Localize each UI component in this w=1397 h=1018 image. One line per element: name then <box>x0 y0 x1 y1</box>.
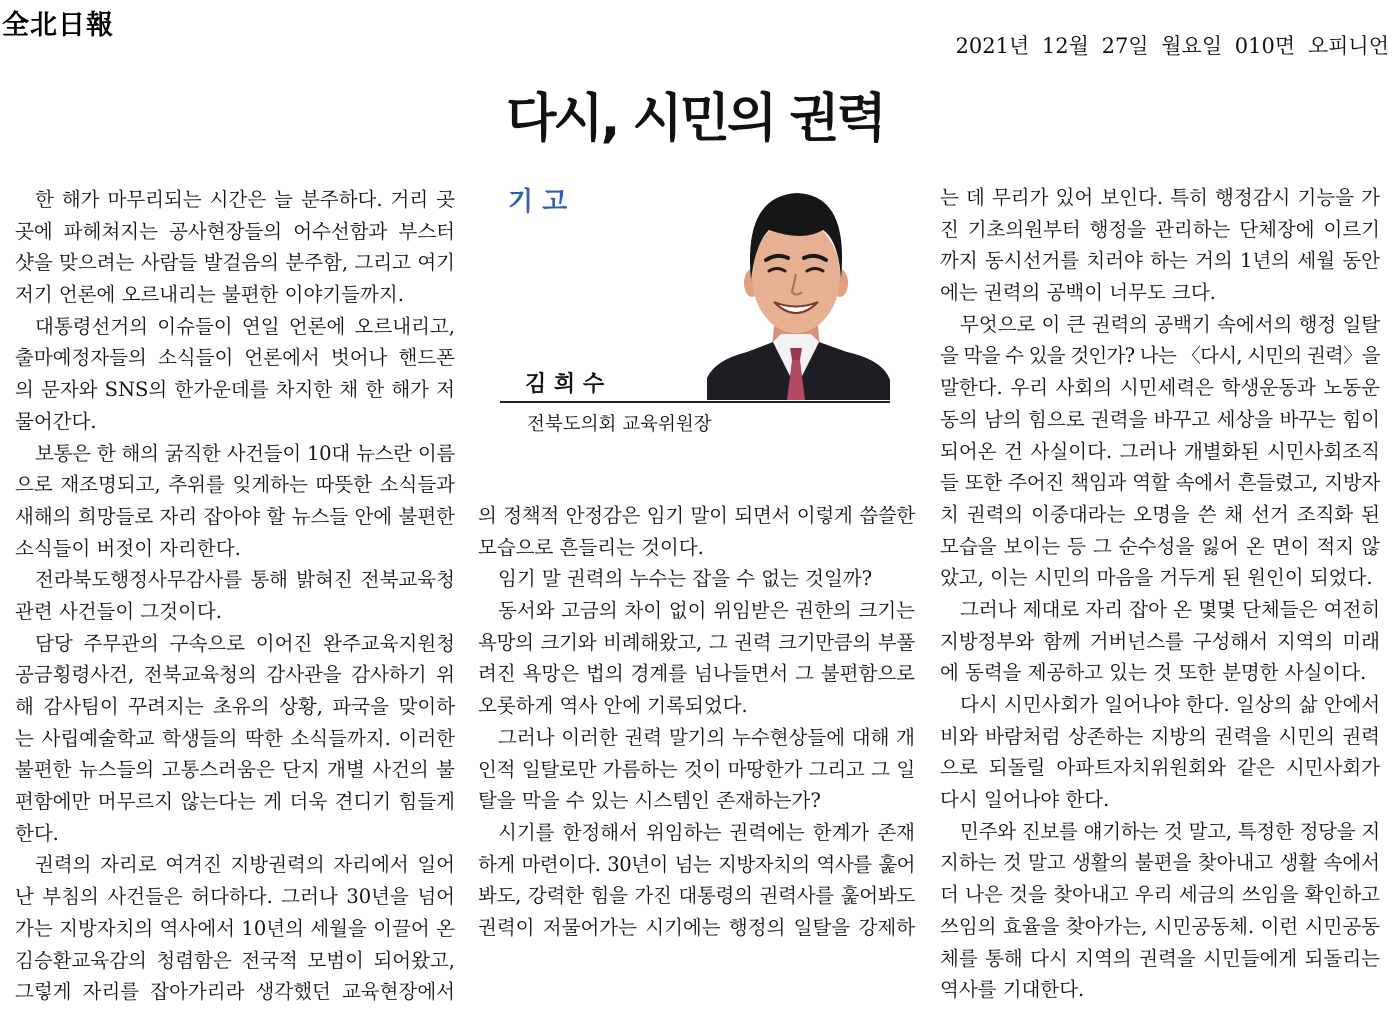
dateline: 2021년 12월 27일 월요일 010면 오피니언 <box>955 34 1389 58</box>
body-text-line: 한 해가 마무리되는 시간은 늘 분주하다. 거리 곳 <box>35 188 455 211</box>
body-text-line: 려진 욕망은 법의 경계를 넘나들면서 그 불편함으로 <box>478 662 915 686</box>
body-text-line: 저기 언론에 오르내리는 불편한 이야기들까지. <box>15 283 404 307</box>
body-text-line: 공금횡령사건, 전북교육청의 감사관을 감사하기 위 <box>15 663 455 687</box>
paragraph <box>478 563 915 595</box>
byline-divider <box>500 401 890 403</box>
article-column-2 <box>478 500 915 944</box>
author-photo <box>707 188 890 400</box>
body-text-line: 까지 동시선거를 치러야 하는 거의 1년의 세월 동안 <box>940 249 1380 273</box>
body-text-line: 들 또한 주어진 책임과 역할 속에서 흔들렸고, 지방자 <box>940 471 1380 495</box>
body-text-line: 해 감사팀이 꾸려지는 초유의 상황, 파국을 맞이하 <box>15 695 455 718</box>
body-text-line: 샷을 맞으려는 사람들 발걸음의 분주함, 그리고 여기 <box>15 251 455 275</box>
body-text-line: 권력의 자리로 여겨진 지방권력의 자리에서 일어 <box>35 853 455 877</box>
paragraph <box>940 689 1380 816</box>
body-text-line: 하게 마련이다. 30년이 넘는 지방자치의 역사를 훑어 <box>478 852 915 876</box>
body-text-line: 말한다. 우리 사회의 시민세력은 학생운동과 노동운 <box>940 376 1380 400</box>
author-portrait-image <box>707 188 890 400</box>
body-text-line: 전라북도행정사무감사를 통해 밝혀진 전북교육청 <box>35 568 455 592</box>
article-column-1 <box>15 184 455 1008</box>
body-text-line: 의 정책적 안정감은 임기 말이 되면서 이렇게 씁쓸한 <box>478 504 915 527</box>
section-label: 기 고 <box>508 187 568 217</box>
body-text-line: 봐도, 강력한 힘을 가진 대통령의 권력사를 훑어봐도 <box>478 884 915 908</box>
body-text-line: 무엇으로 이 큰 권력의 공백기 속에서의 행정 일탈 <box>960 312 1380 336</box>
body-text-line: 곳에 파헤쳐지는 공사현장들의 어수선함과 부스터 <box>15 219 455 243</box>
paragraph <box>15 564 455 627</box>
body-text-line: 그렇게 자리를 잡아가리라 생각했던 교육현장에서 <box>15 980 455 1004</box>
paragraph <box>478 500 915 563</box>
body-text-line: 난 부침의 사건들은 허다하다. 그러나 30년을 넘어 <box>15 885 455 909</box>
body-text-line: 동의 남의 힘으로 권력을 바꾸고 세상을 바꾸는 힘이 <box>940 407 1380 431</box>
body-text-line: 민주와 진보를 얘기하는 것 말고, 특정한 정당을 지 <box>960 819 1380 843</box>
body-text-line: 그러나 제대로 자리 잡아 온 몇몇 단체들은 여전히 <box>960 597 1380 621</box>
body-text-line: 치 권력의 이중대라는 오명을 쓴 채 선거 조직화 된 <box>940 502 1380 526</box>
body-text-line: 에 동력을 제공하고 있는 것 또한 분명한 사실이다. <box>940 661 1367 685</box>
body-text-line: 쓰임의 효율을 찾아가는, 시민공동체. 이런 시민공동 <box>940 914 1380 938</box>
newspaper-logo: 全北日報 <box>2 10 114 41</box>
body-text-line: 모습을 보이는 등 그 순수성을 잃어 온 면이 적지 않 <box>940 534 1380 558</box>
article-column-3 <box>940 182 1380 1006</box>
body-text-line: 욕망의 크기와 비례해왔고, 그 권력 크기만큼의 부풀 <box>478 630 915 654</box>
author-position: 전북도의회 교육위원장 <box>527 414 712 435</box>
body-text-line: 물어간다. <box>15 409 97 433</box>
paragraph <box>15 628 455 850</box>
body-text-line: 인적 일탈로만 가름하는 것이 마땅한가 그리고 그 일 <box>478 757 915 781</box>
body-text-line: 소식들이 버젓이 자리한다. <box>15 536 241 560</box>
paragraph <box>15 438 455 565</box>
body-text-line: 으로 재조명되고, 추위를 잊게하는 따뜻한 소식들과 <box>15 473 455 497</box>
body-text-line: 동서와 고금의 차이 없이 위임받은 권한의 크기는 <box>498 599 915 623</box>
body-text-line: 비와 바람처럼 상존하는 지방의 권력을 시민의 권력 <box>940 724 1380 748</box>
body-text-line: 새해의 희망들로 자리 잡아야 할 뉴스들 안에 불편한 <box>15 504 455 528</box>
body-text-line: 한다. <box>15 821 59 845</box>
body-text-line: 을 막을 수 있을 것인가? 나는 〈다시, 시민의 권력〉을 <box>940 344 1380 368</box>
body-text-line: 진 기초의원부터 행정을 관리하는 단체장에 이르기 <box>940 217 1380 241</box>
body-text-line: 역사를 기대한다. <box>940 978 1085 1002</box>
body-text-line: 의 문자와 SNS의 한가운데를 차지한 채 한 해가 저 <box>15 378 455 402</box>
paragraph <box>940 309 1380 594</box>
body-text-line: 탈을 막을 수 있는 시스템인 존재하는가? <box>478 789 821 813</box>
body-text-line: 지방정부와 함께 거버넌스를 구성해서 지역의 미래 <box>940 629 1380 653</box>
body-text-line: 권력이 저물어가는 시기에는 행정의 일탈을 강제하 <box>478 915 915 939</box>
body-text-line: 시기를 한정해서 위임하는 권력에는 한계가 존재 <box>498 820 915 844</box>
article-title: 다시, 시민의 권력 <box>506 89 884 149</box>
body-text-line: 김승환교육감의 청렴함은 전국적 모범이 되어왔고, <box>15 948 455 972</box>
body-text-line: 더 나은 것을 찾아내고 우리 세금의 쓰임을 확인하고 <box>940 883 1380 907</box>
body-text-line: 체를 통해 다시 지역의 권력을 시민들에게 되돌리는 <box>940 946 1380 970</box>
body-text-line: 는 사립예술학교 학생들의 딱한 소식들까지. 이러한 <box>15 726 455 750</box>
author-name: 김 희 수 <box>525 372 605 397</box>
body-text-line: 다시 시민사회가 일어나야 한다. 일상의 삶 안에서 <box>960 693 1380 716</box>
body-text-line: 되어온 건 사실이다. 그러나 개별화된 시민사회조직 <box>940 439 1380 463</box>
body-text-line: 았고, 이는 시민의 마음을 거두게 된 원인이 되었다. <box>940 566 1373 590</box>
paragraph <box>478 595 915 722</box>
paragraph <box>478 722 915 817</box>
body-text-line: 다시 일어나야 한다. <box>940 788 1110 812</box>
paragraph <box>940 182 1380 309</box>
body-text-line: 임기 말 권력의 누수는 잡을 수 없는 것일까? <box>498 567 873 591</box>
body-text-line: 오롯하게 역사 안에 기록되었다. <box>478 694 748 718</box>
body-text-line: 편함에만 머무르지 않는다는 게 더욱 견디기 힘들게 <box>15 790 455 814</box>
body-text-line: 불편한 뉴스들의 고통스러움은 단지 개별 사건의 불 <box>15 758 455 782</box>
paragraph <box>478 817 915 944</box>
body-text-line: 모습으로 흔들리는 것이다. <box>478 535 704 559</box>
body-text-line: 에는 권력의 공백이 너무도 크다. <box>940 281 1216 305</box>
body-text-line: 관련 사건들이 그것이다. <box>15 599 222 623</box>
body-text-line: 담당 주무관의 구속으로 이어진 완주교육지원청 <box>35 631 455 655</box>
body-text-line: 가는 지방자치의 역사에서 10년의 세월을 이끌어 온 <box>15 916 455 940</box>
body-text-line: 으로 되돌릴 아파트자치위원회와 같은 시민사회가 <box>940 756 1380 780</box>
body-text-line: 그러나 이러한 권력 말기의 누수현상들에 대해 개 <box>498 725 915 749</box>
paragraph <box>15 311 455 438</box>
body-text-line: 보통은 한 해의 굵직한 사건들이 10대 뉴스란 이름 <box>35 441 455 465</box>
body-text-line: 는 데 무리가 있어 보인다. 특히 행정감시 기능을 가 <box>940 186 1380 209</box>
paragraph <box>15 849 455 1007</box>
paragraph <box>940 816 1380 1006</box>
paragraph <box>940 594 1380 689</box>
paragraph <box>15 184 455 311</box>
body-text-line: 대통령선거의 이슈들이 연일 언론에 오르내리고, <box>35 314 455 338</box>
body-text-line: 출마예정자들의 소식들이 언론에서 벗어나 핸드폰 <box>15 346 455 370</box>
body-text-line: 지하는 것 말고 생활의 불편을 찾아내고 생활 속에서 <box>940 851 1380 875</box>
